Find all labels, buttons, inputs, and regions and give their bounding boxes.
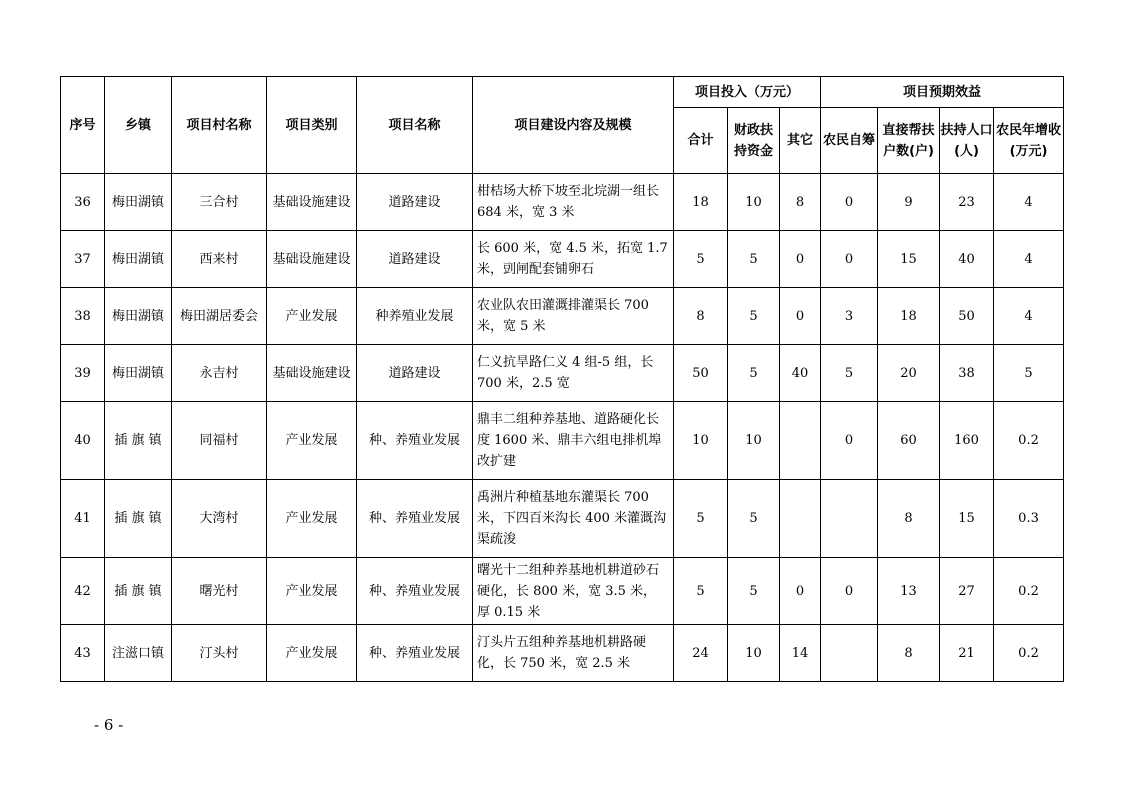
cell-seq: 40: [61, 402, 105, 480]
cell-town: 梅田湖镇: [105, 174, 172, 231]
cell-village: 汀头村: [172, 625, 267, 682]
cell-income: 4: [994, 288, 1064, 345]
header-farmer-self: 农民自筹: [821, 108, 878, 174]
page-number: - 6 -: [94, 716, 124, 734]
cell-name: 道路建设: [357, 345, 473, 402]
cell-people: 50: [940, 288, 994, 345]
cell-content: 汀头片五组种养基地机耕路硬化，长 750 米，宽 2.5 米: [473, 625, 674, 682]
cell-households: 13: [878, 558, 940, 625]
cell-total: 10: [674, 402, 728, 480]
cell-households: 60: [878, 402, 940, 480]
cell-people: 21: [940, 625, 994, 682]
cell-village: 曙光村: [172, 558, 267, 625]
cell-people: 38: [940, 345, 994, 402]
cell-content: 柑桔场大桥下坡至北垸湖一组长 684 米，宽 3 米: [473, 174, 674, 231]
cell-name: 道路建设: [357, 174, 473, 231]
cell-fiscal: 10: [728, 625, 780, 682]
cell-fiscal: 5: [728, 231, 780, 288]
header-investment: 项目投入（万元）: [674, 77, 821, 108]
cell-households: 20: [878, 345, 940, 402]
cell-fiscal: 5: [728, 480, 780, 558]
cell-category: 基础设施建设: [267, 231, 357, 288]
header-benefit: 项目预期效益: [821, 77, 1064, 108]
cell-seq: 39: [61, 345, 105, 402]
cell-content: 鼎丰二组种养基地、道路硬化长度 1600 米、鼎丰六组电排机埠改扩建: [473, 402, 674, 480]
header-inv-fiscal: 财政扶持资金: [728, 108, 780, 174]
cell-name: 种、养殖业发展: [357, 402, 473, 480]
cell-self: 3: [821, 288, 878, 345]
cell-households: 9: [878, 174, 940, 231]
cell-people: 23: [940, 174, 994, 231]
header-inv-total: 合计: [674, 108, 728, 174]
header-town: 乡镇: [105, 77, 172, 174]
cell-people: 160: [940, 402, 994, 480]
cell-income: 0.2: [994, 558, 1064, 625]
table-row: [61, 345, 1064, 402]
cell-name: 种、养殖业发展: [357, 558, 473, 625]
cell-households: 18: [878, 288, 940, 345]
table-row: [61, 231, 1064, 288]
cell-other: 0: [780, 288, 821, 345]
cell-total: 5: [674, 231, 728, 288]
cell-name: 道路建设: [357, 231, 473, 288]
cell-other: [780, 480, 821, 558]
cell-seq: 38: [61, 288, 105, 345]
cell-seq: 37: [61, 231, 105, 288]
cell-other: 40: [780, 345, 821, 402]
cell-category: 产业发展: [267, 558, 357, 625]
cell-other: 8: [780, 174, 821, 231]
cell-other: [780, 402, 821, 480]
cell-category: 基础设施建设: [267, 174, 357, 231]
cell-self: 0: [821, 402, 878, 480]
cell-town: 梅田湖镇: [105, 345, 172, 402]
table-row: [61, 288, 1064, 345]
cell-total: 18: [674, 174, 728, 231]
header-village: 项目村名称: [172, 77, 267, 174]
cell-content: 仁义抗旱路仁义 4 组-5 组，长 700 米，2.5 宽: [473, 345, 674, 402]
cell-village: 永吉村: [172, 345, 267, 402]
header-income: 农民年增收(万元): [994, 108, 1064, 174]
cell-other: 0: [780, 231, 821, 288]
cell-seq: 43: [61, 625, 105, 682]
cell-self: [821, 480, 878, 558]
cell-people: 15: [940, 480, 994, 558]
cell-name: 种、养殖业发展: [357, 625, 473, 682]
table-row: [61, 402, 1064, 480]
cell-name: 种养殖业发展: [357, 288, 473, 345]
cell-income: 0.2: [994, 625, 1064, 682]
cell-other: 0: [780, 558, 821, 625]
cell-category: 基础设施建设: [267, 345, 357, 402]
cell-seq: 36: [61, 174, 105, 231]
cell-village: 梅田湖居委会: [172, 288, 267, 345]
cell-total: 5: [674, 480, 728, 558]
cell-self: 0: [821, 174, 878, 231]
cell-seq: 41: [61, 480, 105, 558]
cell-income: 5: [994, 345, 1064, 402]
cell-self: [821, 625, 878, 682]
cell-town: 梅田湖镇: [105, 288, 172, 345]
cell-town: 插 旗 镇: [105, 402, 172, 480]
cell-total: 5: [674, 558, 728, 625]
table-row: [61, 174, 1064, 231]
cell-village: 大湾村: [172, 480, 267, 558]
cell-fiscal: 5: [728, 345, 780, 402]
cell-fiscal: 10: [728, 402, 780, 480]
cell-self: 5: [821, 345, 878, 402]
header-seq: 序号: [61, 77, 105, 174]
cell-fiscal: 5: [728, 558, 780, 625]
cell-self: 0: [821, 231, 878, 288]
cell-income: 0.2: [994, 402, 1064, 480]
table-row: [61, 558, 1064, 625]
cell-content: 长 600 米，宽 4.5 米，拓宽 1.7 米，剅闸配套铺卵石: [473, 231, 674, 288]
cell-income: 4: [994, 231, 1064, 288]
cell-people: 40: [940, 231, 994, 288]
cell-category: 产业发展: [267, 625, 357, 682]
table-row: [61, 625, 1064, 682]
header-households: 直接帮扶户数(户): [878, 108, 940, 174]
cell-fiscal: 10: [728, 174, 780, 231]
header-people: 扶持人口(人): [940, 108, 994, 174]
cell-content: 农业队农田灌溉排灌渠长 700 米，宽 5 米: [473, 288, 674, 345]
cell-category: 产业发展: [267, 402, 357, 480]
header-name: 项目名称: [357, 77, 473, 174]
cell-other: 14: [780, 625, 821, 682]
header-inv-other: 其它: [780, 108, 821, 174]
cell-content: 曙光十二组种养基地机耕道砂石硬化，长 800 米，宽 3.5 米，厚 0.15 米: [473, 558, 674, 625]
cell-households: 8: [878, 625, 940, 682]
cell-income: 4: [994, 174, 1064, 231]
cell-fiscal: 5: [728, 288, 780, 345]
cell-total: 24: [674, 625, 728, 682]
table-row: [61, 480, 1064, 558]
cell-name: 种、养殖业发展: [357, 480, 473, 558]
cell-town: 插 旗 镇: [105, 558, 172, 625]
cell-households: 8: [878, 480, 940, 558]
cell-seq: 42: [61, 558, 105, 625]
cell-town: 梅田湖镇: [105, 231, 172, 288]
cell-people: 27: [940, 558, 994, 625]
cell-town: 插 旗 镇: [105, 480, 172, 558]
project-table: [60, 76, 1064, 682]
cell-total: 50: [674, 345, 728, 402]
cell-total: 8: [674, 288, 728, 345]
header-content: 项目建设内容及规模: [473, 77, 674, 174]
cell-village: 同福村: [172, 402, 267, 480]
cell-income: 0.3: [994, 480, 1064, 558]
cell-village: 三合村: [172, 174, 267, 231]
cell-category: 产业发展: [267, 480, 357, 558]
cell-category: 产业发展: [267, 288, 357, 345]
cell-village: 西来村: [172, 231, 267, 288]
header-category: 项目类别: [267, 77, 357, 174]
cell-self: 0: [821, 558, 878, 625]
cell-content: 禹洲片种植基地东灌渠长 700 米，下四百米沟长 400 米灌溉沟渠疏浚: [473, 480, 674, 558]
cell-households: 15: [878, 231, 940, 288]
cell-town: 注滋口镇: [105, 625, 172, 682]
